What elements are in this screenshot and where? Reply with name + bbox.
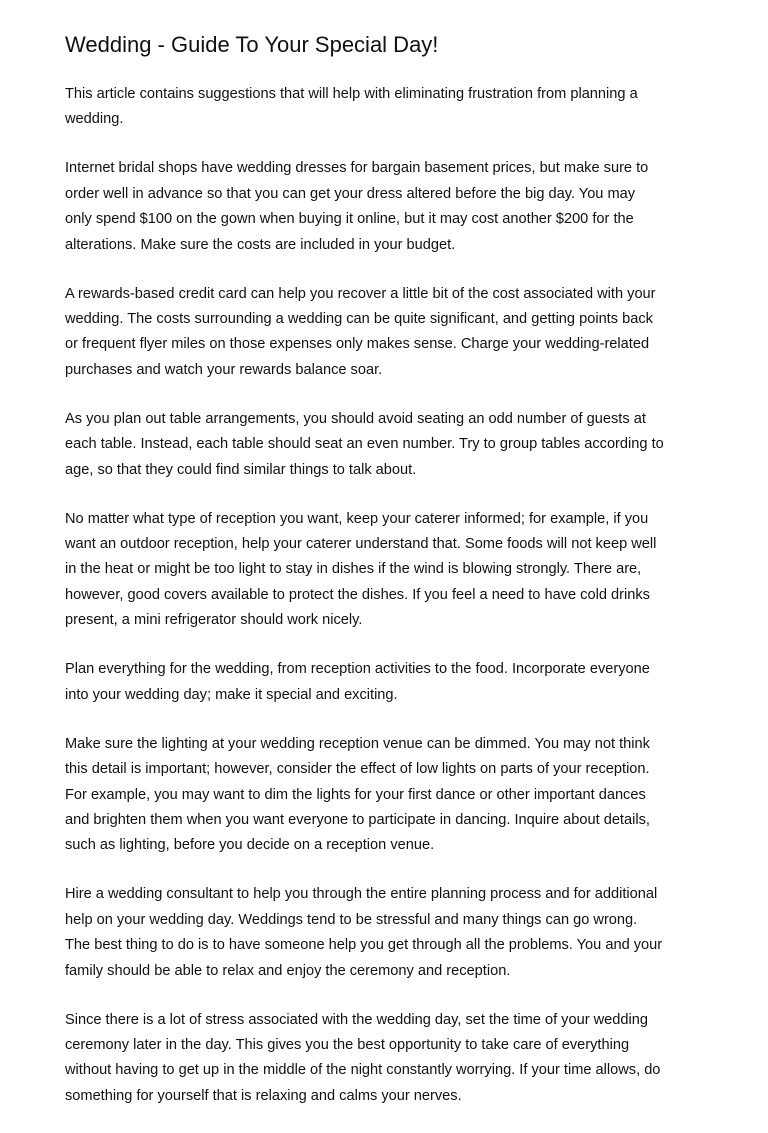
text-line: however, good covers available to protect the dishes. If you feel a need to have cold drinks [65,586,650,603]
text-line: The best thing to do is to have someone help you get through all the problems. You and your [65,937,663,954]
text-line: No matter what type of reception you want, keep your caterer informed; for example, if you [65,510,649,527]
text-line: want an outdoor reception, help your caterer understand that. Some foods will not keep well [65,536,657,553]
paragraph [65,156,664,258]
text-line: Internet bridal shops have wedding dresses for bargain basement prices, but make sure to [65,160,649,177]
paragraph [65,732,664,859]
paragraph [65,657,664,708]
text-line: something for yourself that is relaxing and calms your nerves. [65,1087,462,1104]
text-line: purchases and watch your rewards balance soar. [65,361,383,378]
text-line: in the heat or might be too light to stay in dishes if the wind is blowing strongly. There are, [65,561,642,578]
text-line: into your wedding day; make it special and exciting. [65,686,398,703]
text-line: wedding. [65,111,124,128]
text-line: As you plan out table arrangements, you should avoid seating an odd number of guests at [65,410,646,427]
text-line: A rewards-based credit card can help you recover a little bit of the cost associated with your [65,285,656,302]
paragraph [65,82,664,133]
document-body [65,82,664,1133]
text-line: This article contains suggestions that will help with eliminating frustration from planning a [65,86,638,102]
text-line: age, so that they could find similar things to talk about. [65,461,417,478]
paragraph [65,407,664,483]
text-line: Plan everything for the wedding, from reception activities to the food. Incorporate everyone [65,661,650,678]
text-line: or frequent flyer miles on those expenses only makes sense. Charge your wedding-related [65,336,650,353]
text-line: family should be able to relax and enjoy the ceremony and reception. [65,962,511,979]
text-line: order well in advance so that you can get your dress altered before the big day. You may [65,185,636,202]
text-line: Make sure the lighting at your wedding reception venue can be dimmed. You may not think [65,735,650,752]
text-line: each table. Instead, each table should seat an even number. Try to group tables according to [65,436,664,453]
text-line: such as lighting, before you decide on a reception venue. [65,837,435,854]
paragraph [65,882,664,984]
text-line: help on your wedding day. Weddings tend to be stressful and many things can go wrong. [65,911,638,928]
text-line: this detail is important; however, consider the effect of low lights on parts of your reception. [65,761,650,778]
text-line: ceremony later in the day. This gives you the best opportunity to take care of everything [65,1036,630,1053]
text-line: For example, you may want to dim the lights for your first dance or other important dances [65,786,646,803]
text-line: wedding. The costs surrounding a wedding can be quite significant, and getting points back [65,311,653,328]
text-line: Since there is a lot of stress associated with the wedding day, set the time of your wedding [65,1011,648,1028]
paragraph [65,282,664,384]
text-line: without having to get up in the middle of the night constantly worrying. If your time allows, do [65,1062,661,1079]
document-title: Wedding - Guide To Your Special Day! [65,32,439,57]
text-line: only spend $100 on the gown when buying it online, but it may cost another $200 for the [65,211,634,228]
text-line: present, a mini refrigerator should work nicely. [65,612,363,629]
text-line: and brighten them when you want everyone to participate in dancing. Inquire about details, [65,811,650,828]
text-line: Hire a wedding consultant to help you through the entire planning process and for additional [65,886,658,903]
paragraph [65,507,664,634]
text-line: alterations. Make sure the costs are included in your budget. [65,236,456,253]
paragraph [65,1008,664,1110]
